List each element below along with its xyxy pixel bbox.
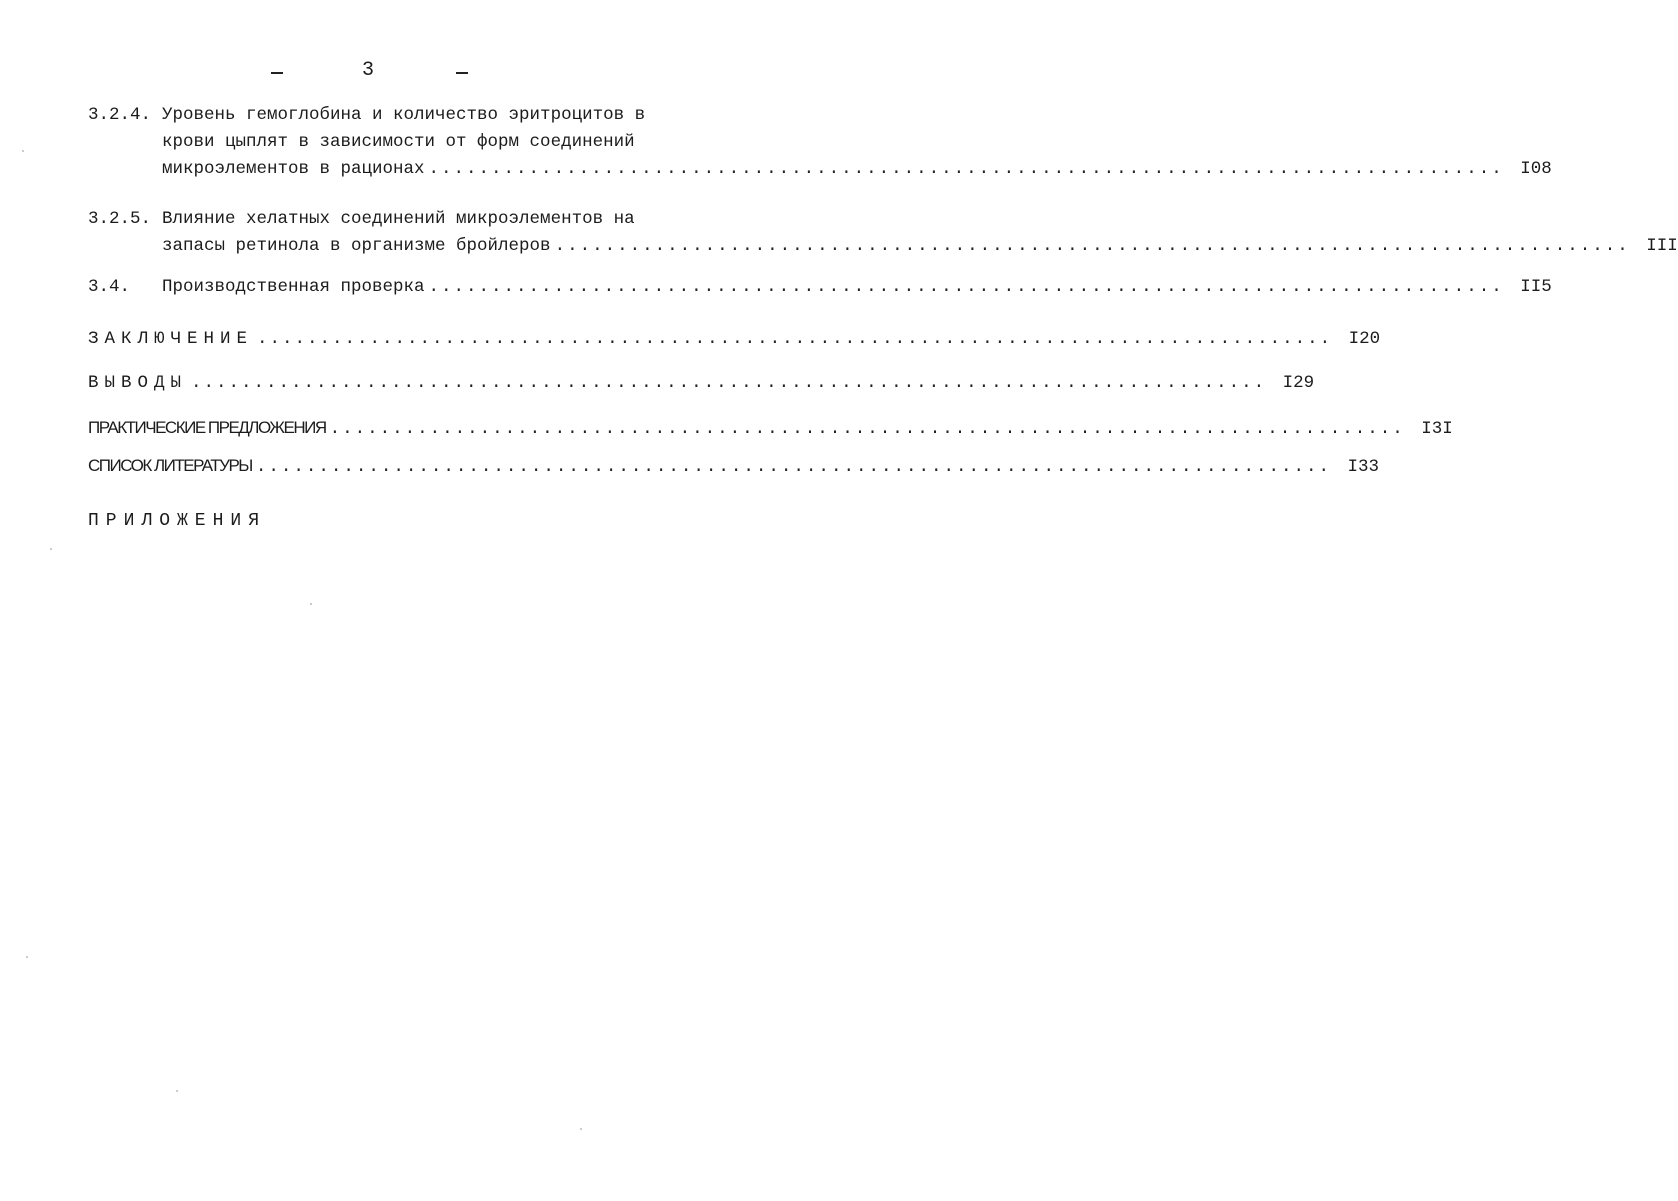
toc-entry-leader-row bbox=[88, 326, 1381, 353]
toc-entry-page: I20 bbox=[1348, 329, 1381, 349]
header-dash-right bbox=[456, 72, 468, 74]
toc-entry-number: 3.4. bbox=[88, 277, 131, 297]
toc-entry-page: I3I bbox=[1421, 419, 1453, 439]
page-header bbox=[0, 58, 794, 88]
dot-leader: ...................................................................................... bbox=[255, 457, 1332, 477]
toc-entry-title: СПИСОК ЛИТЕРАТУРЫ bbox=[88, 456, 252, 475]
toc-entry-title-line: Влияние хелатных соединений микроэлементов на bbox=[162, 209, 635, 229]
toc-entry-page: III bbox=[1646, 236, 1678, 256]
toc-entry-page: I29 bbox=[1282, 373, 1315, 393]
toc-entry-title: ПРАКТИЧЕСКИЕ ПРЕДЛОЖЕНИЯ bbox=[88, 418, 326, 437]
toc-entry-3-2-4 bbox=[88, 102, 1552, 183]
toc-entry-leader-row bbox=[88, 370, 1315, 397]
scan-speck bbox=[176, 1090, 178, 1092]
scan-speck bbox=[580, 1128, 582, 1130]
toc-entry-title: ВЫВОДЫ bbox=[88, 373, 188, 393]
dot-leader: ...................................................................................... bbox=[191, 373, 1267, 393]
toc-entry-title-line: микроэлементов в рационах bbox=[162, 159, 425, 179]
dot-leader: ...................................................................................... bbox=[329, 419, 1405, 439]
toc-entry-page: I33 bbox=[1347, 457, 1380, 477]
appendix-heading: ПРИЛОЖЕНИЯ bbox=[88, 511, 267, 531]
dot-leader: ...................................................................................... bbox=[257, 329, 1333, 349]
dot-leader: ...................................................................................... bbox=[554, 236, 1630, 256]
toc-entry-3-2-5 bbox=[88, 206, 1678, 260]
toc-entry-title-line: запасы ретинола в организме бройлеров bbox=[162, 236, 551, 256]
toc-entry-leader-row bbox=[162, 156, 1552, 183]
header-dash-left bbox=[271, 72, 283, 74]
scan-speck bbox=[22, 150, 24, 152]
toc-entry-title: Производственная проверка bbox=[162, 277, 425, 297]
toc-entry-page: I08 bbox=[1520, 159, 1552, 179]
toc-entry-3-4 bbox=[88, 274, 1552, 301]
toc-entry-findings bbox=[88, 370, 1315, 397]
scan-speck bbox=[50, 548, 52, 550]
toc-entry-page: II5 bbox=[1520, 277, 1552, 297]
scan-speck bbox=[26, 956, 28, 958]
toc-entry-leader-row bbox=[88, 452, 1380, 479]
toc-entry-conclusion bbox=[88, 326, 1381, 353]
toc-entry-leader-row bbox=[88, 414, 1453, 441]
scan-speck bbox=[310, 603, 312, 605]
toc-entry-number: 3.2.5. bbox=[88, 209, 152, 229]
toc-entry-number: 3.2.4. bbox=[88, 105, 152, 125]
toc-entry-title: ЗАКЛЮЧЕНИЕ bbox=[88, 329, 254, 349]
dot-leader: ...................................................................................... bbox=[428, 277, 1504, 297]
toc-entry-proposals bbox=[88, 414, 1453, 441]
dot-leader: ...................................................................................... bbox=[428, 159, 1504, 179]
toc-entry-references bbox=[88, 452, 1380, 479]
toc-entry-leader-row bbox=[162, 233, 1678, 260]
toc-entry-title-line: крови цыплят в зависимости от форм соединений bbox=[162, 132, 635, 152]
toc-entry-leader-row bbox=[162, 274, 1552, 301]
page-number: 3 bbox=[362, 59, 375, 82]
toc-entry-title-line: Уровень гемоглобина и количество эритроцитов в bbox=[162, 105, 646, 125]
